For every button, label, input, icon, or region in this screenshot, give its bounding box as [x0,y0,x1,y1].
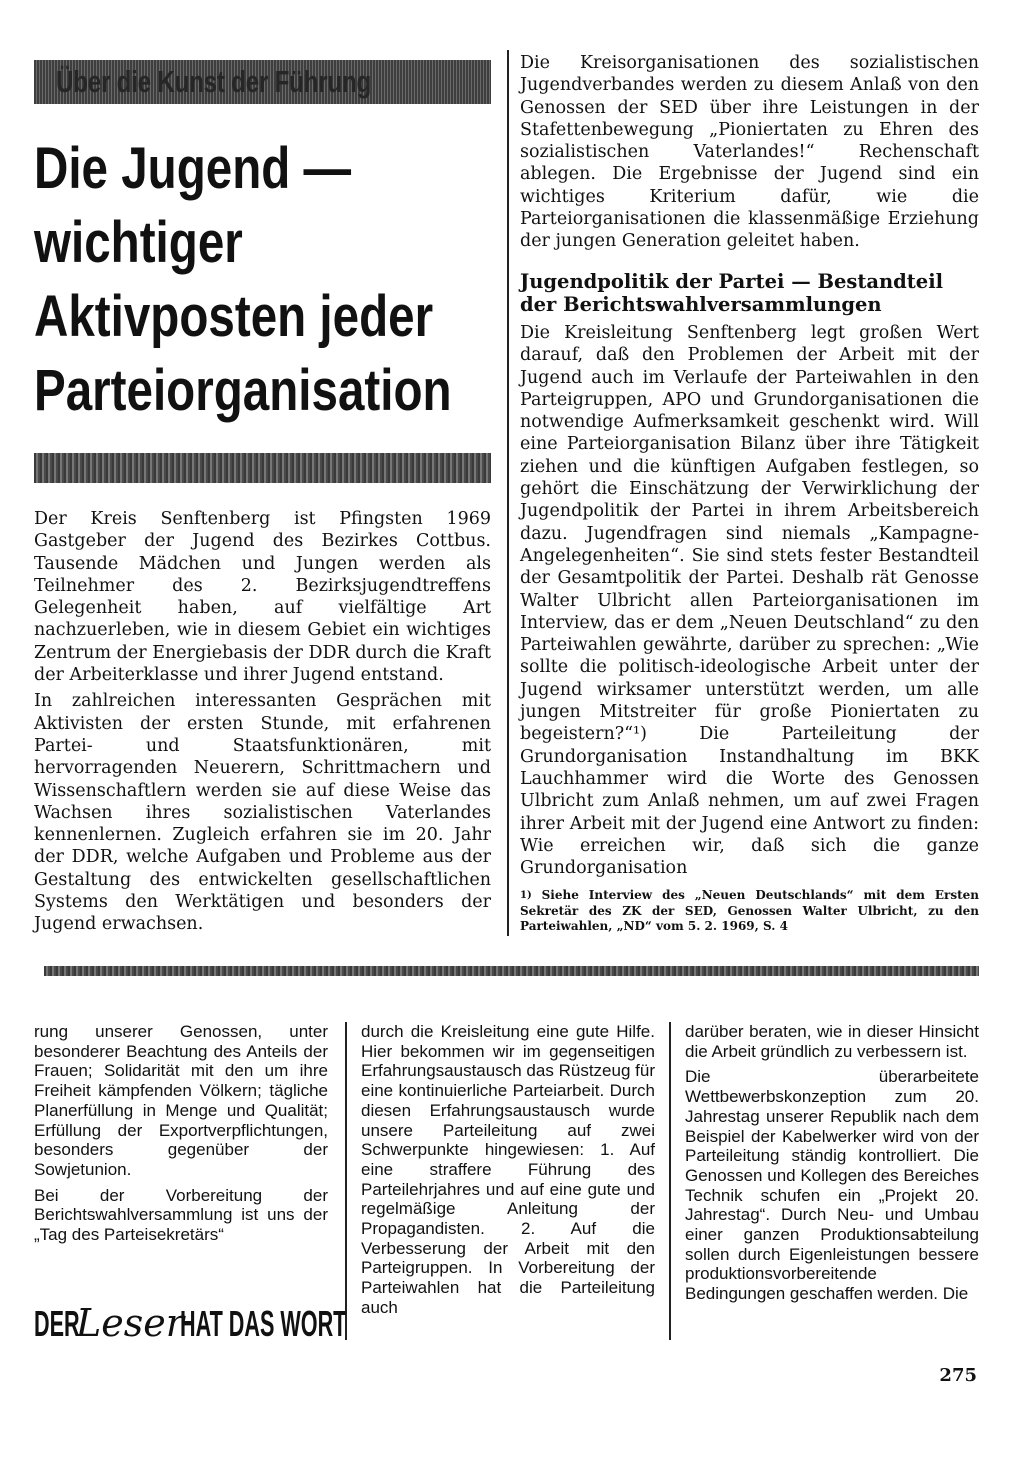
article-headline [34,132,452,428]
headline-line: wichtiger [34,210,243,275]
letters-column-1 [34,1022,328,1245]
column-divider [345,1022,347,1340]
left-column [34,508,491,936]
kicker-banner [34,60,491,104]
paragraph: durch die Kreisleitung eine gute Hilfe. Hier bekommen wir im gegenseitigen Erfahrungsaustausch das Rüstzeug für eine kontinuierliche Parteiarbeit. Durch diesen Erfahrungsaustausch wurde unsere Parteileitung auf zwei Schwerpunkte hingewiesen: 1. Auf eine straffere Führung des Parteilehrjahres und auf eine gute und regelmäßige Anleitung der Propagandisten. 2. Auf die Verbesserung der Arbeit mit den Parteigruppen. In Vorbereitung der Parteiwahlen hat die Parteileitung auch [361,1022,655,1317]
kicker-text: Über die Kunst der Führung [56,64,371,99]
paragraph: Die überarbeitete Wettbewerbskonzeption zum 20. Jahrestag unserer Republik nach dem Beispiel der Kabelwerker wird von der Parteileitung ständig kontrolliert. Die Genossen und Kollegen des Bereiches Technik schufen ein „Projekt 20. Jahrestag“. Durch Neu- und Umbau einer ganzen Produktionsabteilung sollen durch Eigenleistungen bessere produktionsvorbereitende Bedingungen geschaffen werden. Die [685,1067,979,1304]
paragraph: Die Kreisorganisationen des sozialistischen Jugendverbandes werden zu diesem Anlaß von den Genossen der SED über ihre Leistungen in der Stafettenbewegung „Pioniertaten zu Ehren des sozialistischen Vaterlandes!“ Rechenschaft ablegen. Die Ergebnisse der Jugend sind ein wichtiges Kriterium dafür, wie die Parteiorganisationen die klassenmäßige Erziehung der jungen Generation geleitet haben. [520,53,979,252]
paragraph: Bei der Vorbereitung der Berichtswahlversammlung ist uns der „Tag des Parteisekretärs“ [34,1185,328,1245]
rubric-logo [34,1300,347,1346]
page-number: 275 [939,1365,977,1386]
subheading: Jugendpolitik der Partei — Bestandteil der Berichtswahlversammlungen [520,270,944,316]
letters-column-3 [685,1022,979,1304]
headline-line: Parteiorganisation [34,358,452,423]
footnote [520,888,979,935]
right-column-intro [520,52,979,253]
rubric-logo-script: Leser [76,1301,184,1345]
rubric-logo-hat-das-wort: HAT DAS WORT [179,1303,347,1344]
paragraph: darüber beraten, wie in dieser Hinsicht die Arbeit gründlich zu verbessern ist. [685,1022,979,1061]
headline-line: Aktivposten jeder [34,284,434,349]
headline-line: Die Jugend — [34,136,352,201]
paragraph: rung unserer Genossen, unter besonderer Beachtung des Anteils der Frauen; Solidarität mit den um ihre Freiheit kämpfenden Völkern; tägliche Planerfüllung in Menge und Qualität; Erfüllung der Exportverpflichtungen, besonders gegenüber der Sowjetunion. [34,1022,328,1179]
letters-column-2 [361,1022,655,1318]
paragraph: Die Kreisleitung Senftenberg legt großen Wert darauf, daß den Problemen der Arbeit mit der Jugend auch im Verlaufe der Parteiwahlen in den Parteigruppen, APO und Grundorganisationen die notwendige Aufmerksamkeit geschenkt wird. Will eine Parteiorganisation Bilanz über ihre Tätigkeit ziehen und die künftigen Aufgaben festlegen, so gehört die Einschätzung der Verwirklichung der Jugendpolitik der Partei in ihrem Arbeitsbereich dazu. Jugendfragen sind niemals „Kampagne-Angelegenheiten“. Sie sind stets fester Bestandteil der Gesamtpolitik der Partei. Deshalb rät Genosse Walter Ulbricht allen Parteiorganisationen im Interview, das er dem „Neuen Deutschland“ zu den Parteiwahlen gewährte, darüber zu sprechen: „Wie sollte die politisch-ideologische Arbeit unter der Jugend wirksamer unterstützt werden, um alle jungen Mitstreiter für große Pioniertaten zu begeistern?“¹) Die Parteileitung der Grundorganisation Instandhaltung im BKK Lauchhammer wird die Worte des Genossen Ulbricht zum Anlaß nehmen, um auf zwei Fragen ihrer Arbeit mit der Jugend eine Antwort zu finden: Wie erreichen wir, daß sich die ganze Grundorganisation [520,323,979,879]
paragraph: In zahlreichen interessanten Gesprächen mit Aktivisten der ersten Stunde, mit erfahrenen Partei- und Staatsfunktionären, mit hervorragenden Neuerern, Schrittmachern und Wissenschaftlern werden sie auf diese Weise das Wachsen ihres sozialistischen Vaterlandes kennenlernen. Zugleich erfahren sie im 20. Jahr der DDR, welche Aufgaben und Probleme aus der Gestaltung des entwickelten gesellschaftlichen Systems den Werktätigen und besonders der Jugend erwachsen. [34,691,491,935]
footnote-text: Siehe Interview des „Neuen Deutschlands“ mit dem Ersten Sekretär des ZK der SED, Genossen Walter Ulbricht, zu den Parteiwahlen, „ND“ vom 5. 2. 1969, S. 4 [520,888,979,933]
headline-separator-bar [34,453,491,483]
column-divider [669,1022,671,1340]
paragraph: Der Kreis Senftenberg ist Pfingsten 1969 Gastgeber der Jugend des Bezirkes Cottbus. Tausende Mädchen und Jungen werden als Teilnehmer des 2. Bezirksjugendtreffens Gelegenheit haben, auf vielfältige Art nachzuerleben, wie in diesem Gebiet ein wichtiges Zentrum der Energiebasis der DDR durch die Kraft der Arbeiterklasse und ihrer Jugend entstand. [34,509,491,686]
section-separator-bar [44,966,979,976]
footnote-number: 1) [520,890,532,901]
rubric-logo-der: DER [34,1303,80,1344]
column-divider [507,50,509,936]
right-column-body [520,322,979,879]
